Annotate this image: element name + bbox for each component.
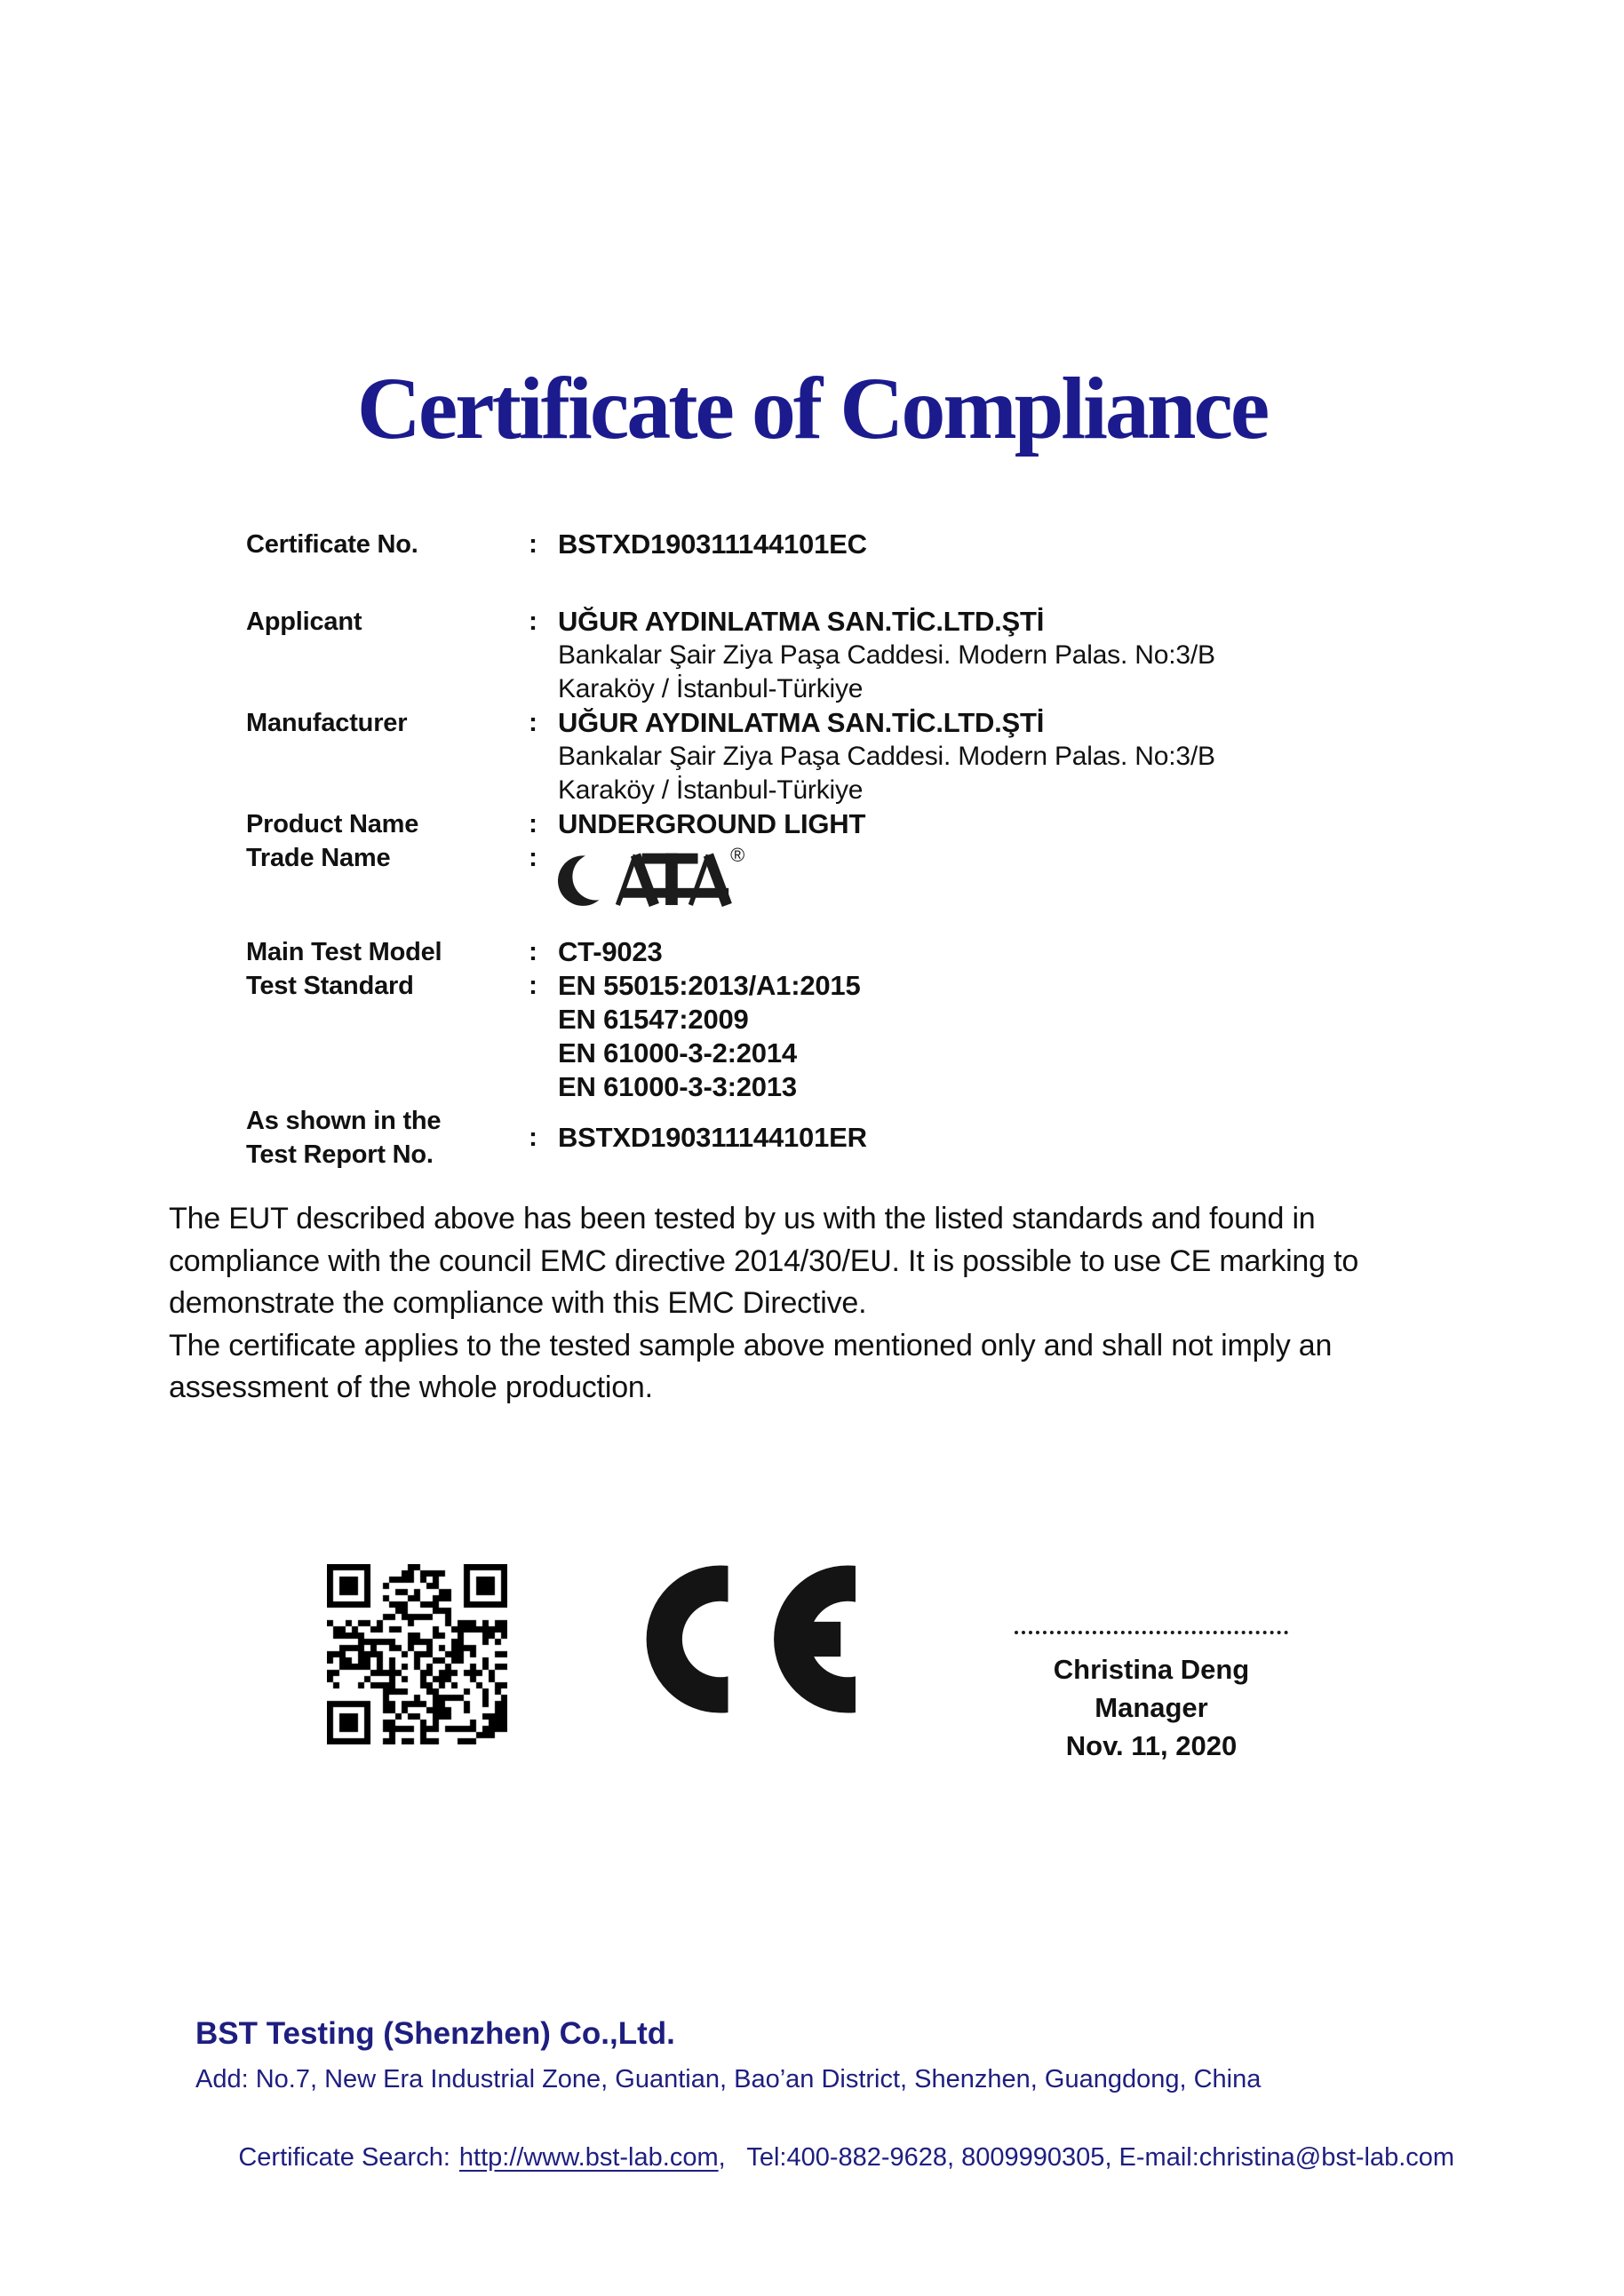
signature-date: Nov. 11, 2020 [1065,1730,1238,1761]
main-test-model-value: CT-9023 [558,936,663,967]
certificate-search-url-link[interactable]: http://www.bst-lab.com [458,2143,719,2172]
footer [195,2015,1454,2211]
colon-separator: : [529,971,537,1000]
product-name-label: Product Name [246,810,419,838]
trade-name-brand-text [558,841,559,842]
certificate-no-value: BSTXD190311144101EC [558,528,867,560]
certificate-search-label: Certificate Search: [238,2143,450,2172]
test-standard-value: EN 61000-3-3:2013 [558,1071,797,1102]
cata-logo [558,843,748,912]
signatory-name: Christina Deng [1053,1654,1250,1685]
main-test-model-label: Main Test Model [246,938,442,966]
applicant-label: Applicant [246,608,362,636]
registered-trademark-symbol: ® [730,843,745,866]
row-certificate-no [246,528,1312,561]
applicant-address-line2: Karaköy / İstanbul-Türkiye [558,674,864,703]
colon-separator: : [529,843,537,872]
footer-certificate-search-line [195,2104,1454,2211]
footer-contact-info: , Tel:400-882-9628, 8009990305, E-mail:christina@bst-lab.com [718,2143,1455,2172]
row-product-name [246,807,1312,841]
qr-code [327,1564,507,1744]
footer-company-address: Add: No.7, New Era Industrial Zone, Guantian, Bao’an District, Shenzhen, Guangdong, China [195,2065,1262,2093]
test-standard-label: Test Standard [246,972,414,1000]
row-test-report-no [246,1104,1312,1172]
applicant-address-line1: Bankalar Şair Ziya Paşa Caddesi. Modern Palas. No:3/B [558,640,1215,670]
manufacturer-address-line2: Karaköy / İstanbul-Türkiye [558,775,864,805]
colon-separator: : [529,529,537,559]
signature-block [1011,1631,1292,1765]
test-standard-value: EN 55015:2013/A1:2015 [558,970,861,1001]
row-test-standard [246,969,1312,1104]
test-report-label-line2: Test Report No. [246,1140,434,1169]
row-manufacturer [246,706,1312,807]
colon-separator: : [529,607,537,636]
test-standard-value: EN 61000-3-2:2014 [558,1037,797,1069]
colon-separator: : [529,937,537,966]
manufacturer-address-line1: Bankalar Şair Ziya Paşa Caddesi. Modern Palas. No:3/B [558,742,1215,771]
test-report-no-value: BSTXD190311144101ER [558,1122,867,1153]
colon-separator: : [529,809,537,838]
signatory-role: Manager [1095,1692,1208,1723]
signature-dotted-line [1015,1631,1288,1634]
certificate-no-label: Certificate No. [246,530,418,559]
test-report-label-line1: As shown in the [246,1107,442,1135]
statement-paragraph-1: The EUT described above has been tested by us with the listed standards and found in compliance with the council EMC directive 2014/30/EU. It is possible to use CE marking to demonstrate the compliance with this EMC Directive. [169,1202,1359,1320]
manufacturer-label: Manufacturer [246,709,408,737]
statement-paragraph-2: The certificate applies to the tested sample above mentioned only and shall not imply an assessment of the whole production. [169,1328,1333,1404]
row-main-test-model [246,935,1312,969]
colon-separator: : [529,1123,537,1152]
certificate-info-table [246,528,1312,1172]
row-trade-name [246,841,1312,912]
applicant-company: UĞUR AYDINLATMA SAN.TİC.LTD.ŞTİ [558,606,1045,637]
certificate-statement [169,1198,1441,1410]
page-title: Certificate of Compliance [356,359,1268,457]
test-standard-value: EN 61547:2009 [558,1004,749,1035]
row-applicant [246,605,1312,706]
footer-company-name: BST Testing (Shenzhen) Co.,Ltd. [195,2016,675,2051]
manufacturer-company: UĞUR AYDINLATMA SAN.TİC.LTD.ŞTİ [558,707,1045,738]
colon-separator: : [529,708,537,737]
product-name-value: UNDERGROUND LIGHT [558,808,866,839]
trade-name-label: Trade Name [246,844,391,872]
ce-mark-icon [643,1563,862,1716]
